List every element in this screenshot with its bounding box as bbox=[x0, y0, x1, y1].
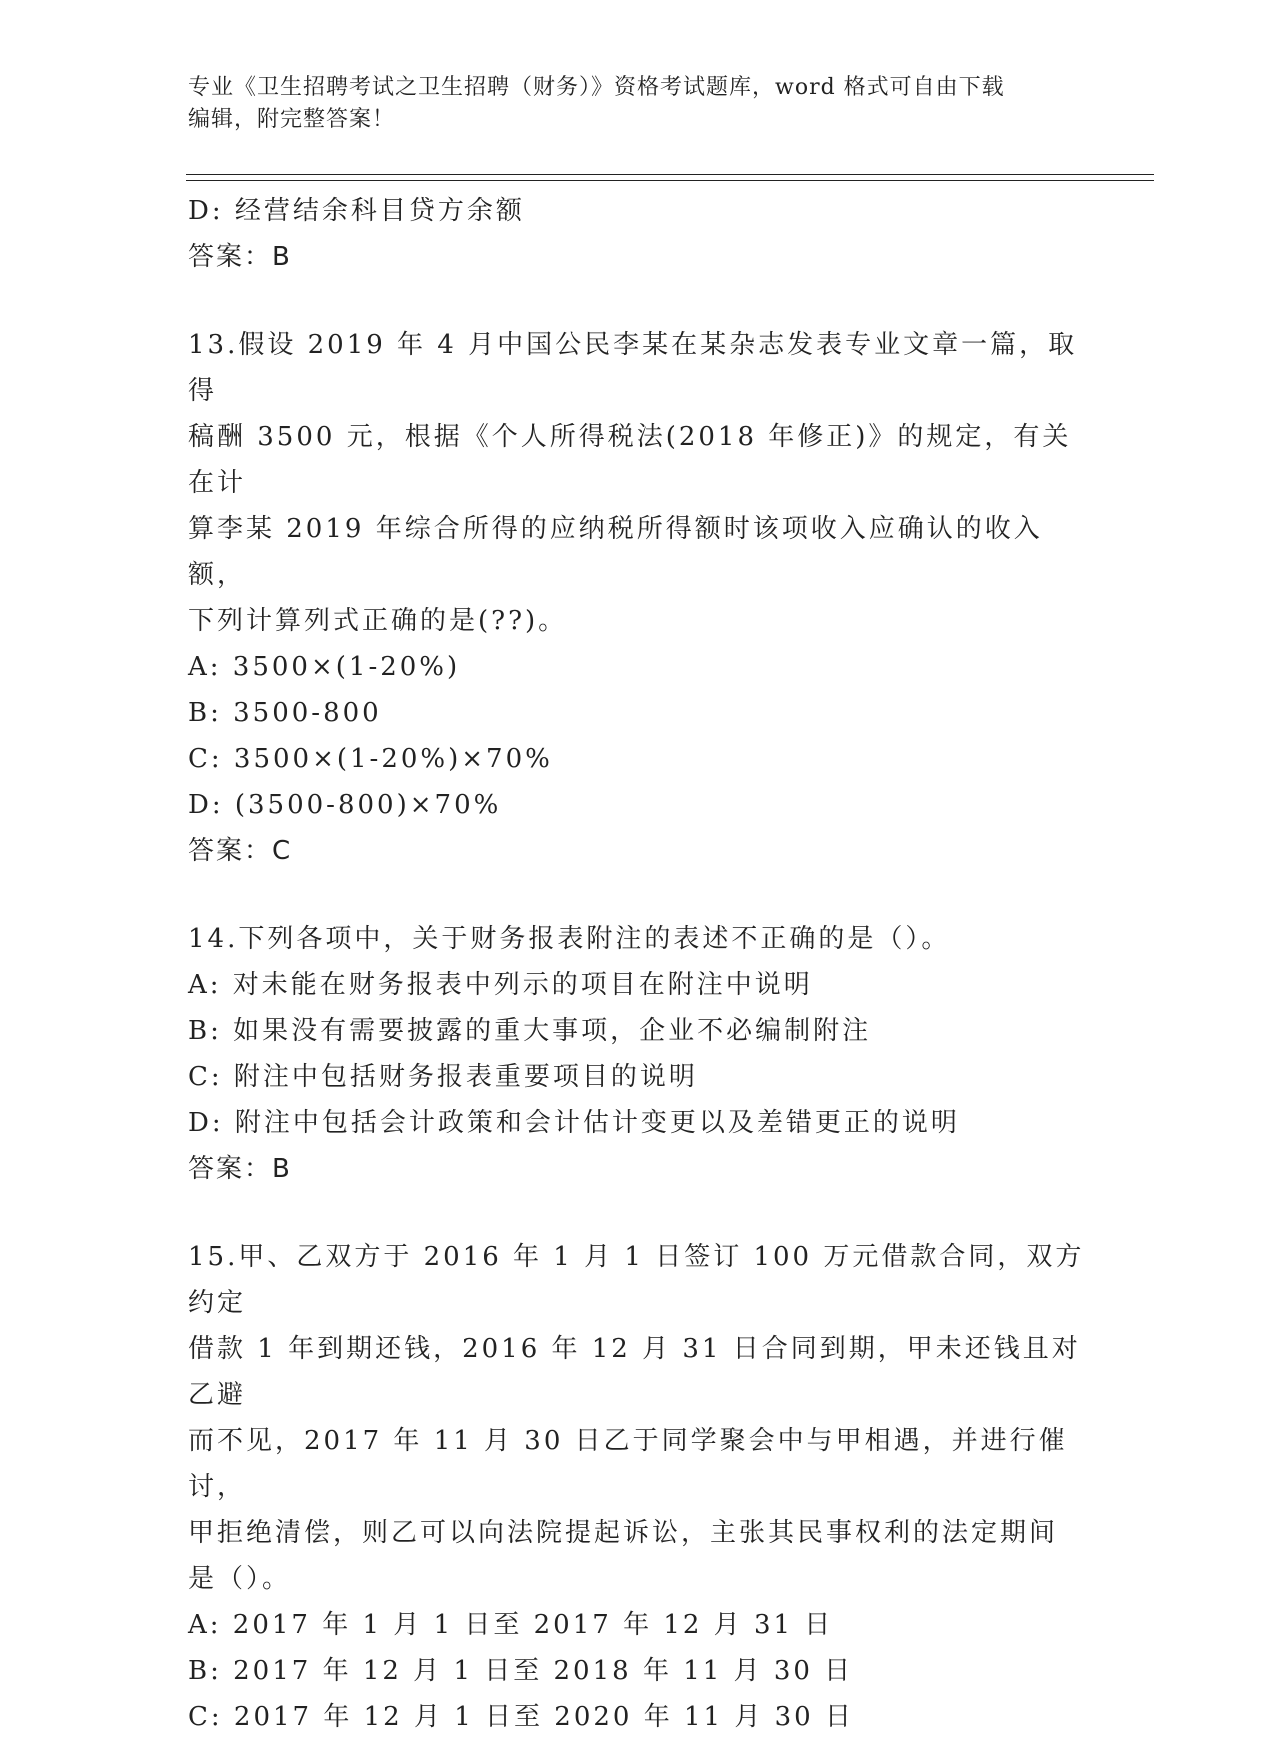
header-line-2: 编辑，附完整答案！ bbox=[188, 107, 396, 132]
spacer bbox=[188, 1192, 1088, 1234]
header-divider-bottom bbox=[186, 180, 1154, 181]
q15-option-a: A: 2017 年 1 月 1 日至 2017 年 12 月 31 日 bbox=[188, 1610, 834, 1640]
q14-option-b: B: 如果没有需要披露的重大事项，企业不必编制附注 bbox=[188, 1016, 872, 1046]
q15-option-b: B: 2017 年 12 月 1 日至 2018 年 11 月 30 日 bbox=[188, 1656, 854, 1686]
q13-option-a: A: 3500×(1-20%) bbox=[188, 652, 461, 682]
q15-option-c: C: 2017 年 12 月 1 日至 2020 年 11 月 30 日 bbox=[188, 1702, 854, 1732]
q15-stem: 15.甲、乙双方于 2016 年 1 月 1 日签订 100 万元借款合同，双方约定 借款 1 年到期还钱，2016 年 12 月 31 日合同到期，甲未还钱且对乙避 而不见，2017 年 11 月 30 日乙于同学聚会中与甲相遇，并进行催讨， 甲拒绝清偿，则乙可以向法院提起诉讼，主张其民事权利的法定期间 是（）。 bbox=[188, 1242, 1085, 1594]
q13-answer: 答案：C bbox=[188, 836, 293, 866]
q13-option-c: C: 3500×(1-20%)×70% bbox=[188, 744, 553, 774]
q14-option-a: A: 对未能在财务报表中列示的项目在附注中说明 bbox=[188, 970, 813, 1000]
q12-option-d: D: 经营结余科目贷方余额 bbox=[188, 196, 525, 226]
q13-stem: 13.假设 2019 年 4 月中国公民李某在某杂志发表专业文章一篇，取得 稿酬 3500 元，根据《个人所得税法(2018 年修正)》的规定，有关在计 算李某 2019 年综合所得的应纳税所得额时该项收入应确认的收入额， 下列计算列式正确的是(??)。 bbox=[188, 330, 1078, 636]
q13-option-b: B: 3500-800 bbox=[188, 698, 382, 728]
q12-answer: 答案：B bbox=[188, 242, 292, 272]
spacer bbox=[188, 280, 1088, 322]
q13-option-d: D: (3500-800)×70% bbox=[188, 790, 502, 820]
header-divider-top bbox=[186, 174, 1154, 175]
q14-answer: 答案：B bbox=[188, 1154, 292, 1184]
spacer bbox=[188, 874, 1088, 916]
question-content bbox=[188, 188, 1088, 1740]
q14-option-c: C: 附注中包括财务报表重要项目的说明 bbox=[188, 1062, 698, 1092]
header-line-1: 专业《卫生招聘考试之卫生招聘（财务）》资格考试题库，word 格式可自由下载 bbox=[188, 75, 1005, 100]
document-header bbox=[188, 72, 1088, 136]
q14-option-d: D: 附注中包括会计政策和会计估计变更以及差错更正的说明 bbox=[188, 1108, 960, 1138]
q14-stem: 14.下列各项中，关于财务报表附注的表述不正确的是（）。 bbox=[188, 924, 951, 954]
